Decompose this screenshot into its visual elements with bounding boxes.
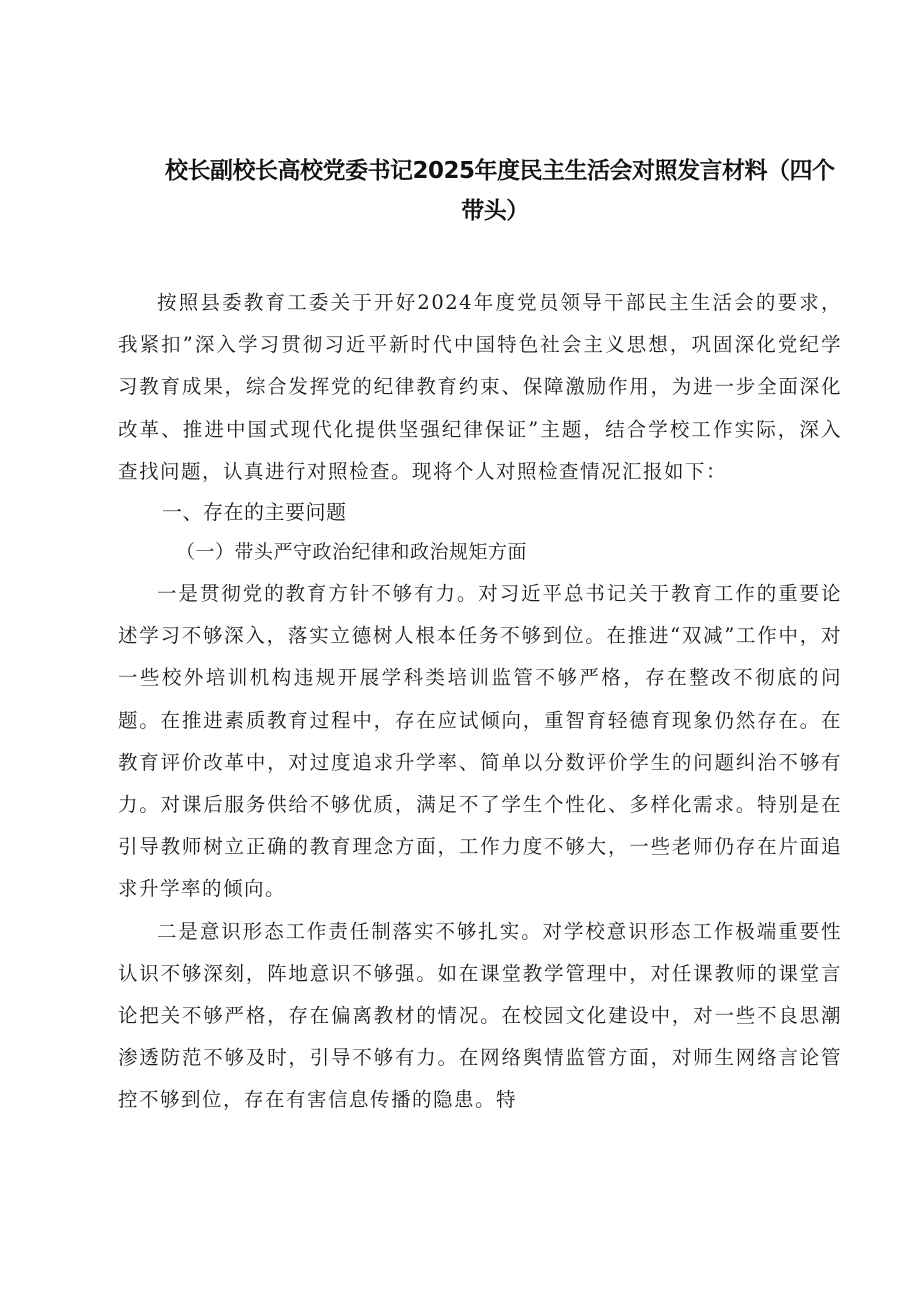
body-paragraph-1: 一是贯彻党的教育方针不够有力。对习近平总书记关于教育工作的重要论述学习不够深入，落实立德树人根本任务不够到位。在推进“双减”工作中，对一些校外培训机构违规开展学科类培训监管不够严格，存在整改不彻底的问题。在推进素质教育过程中，存在应试倾向，重智育轻德育现象仍然存在。在教育评价改革中，对过度追求升学率、简单以分数评价学生的问题纠治不够有力。对课后服务供给不够优质，满足不了学生个性化、多样化需求。特别是在引导教师树立正确的教育理念方面，工作力度不够大，一些老师仍存在片面追求升学率的倾向。: [118, 582, 842, 901]
section-heading: 一、存在的主要问题: [162, 500, 347, 525]
title-line-2: 带头）: [461, 198, 529, 224]
document-title: [150, 152, 850, 230]
body-paragraph-2: 二是意识形态工作责任制落实不够扎实。对学校意识形态工作极端重要性认识不够深刻，阵地意识不够强。如在课堂教学管理中，对任课教师的课堂言论把关不够严格，存在偏离教材的情况。在校园文化建设中，对一些不良思潮渗透防范不够及时，引导不够有力。在网络舆情监管方面，对师生网络言论管控不够到位，存在有害信息传播的隐患。特: [118, 919, 842, 1112]
subsection-heading: （一）带头严守政治纪律和政治规矩方面: [176, 541, 528, 564]
intro-paragraph: 按照县委教育工委关于开好2024年度党员领导干部民主生活会的要求，我紧扣”深入学习贯彻习近平新时代中国特色社会主义思想，巩固深化党纪学习教育成果，综合发挥党的纪律教育约束、保障激励作用，为进一步全面深化改革、推进中国式现代化提供坚强纪律保证”主题，结合学校工作实际，深入查找问题，认真进行对照检查。现将个人对照检查情况汇报如下：: [118, 291, 842, 483]
document-body: [118, 282, 842, 1122]
title-line-1: 校长副校长高校党委书记2025年度民主生活会对照发言材料（四个: [165, 158, 835, 184]
